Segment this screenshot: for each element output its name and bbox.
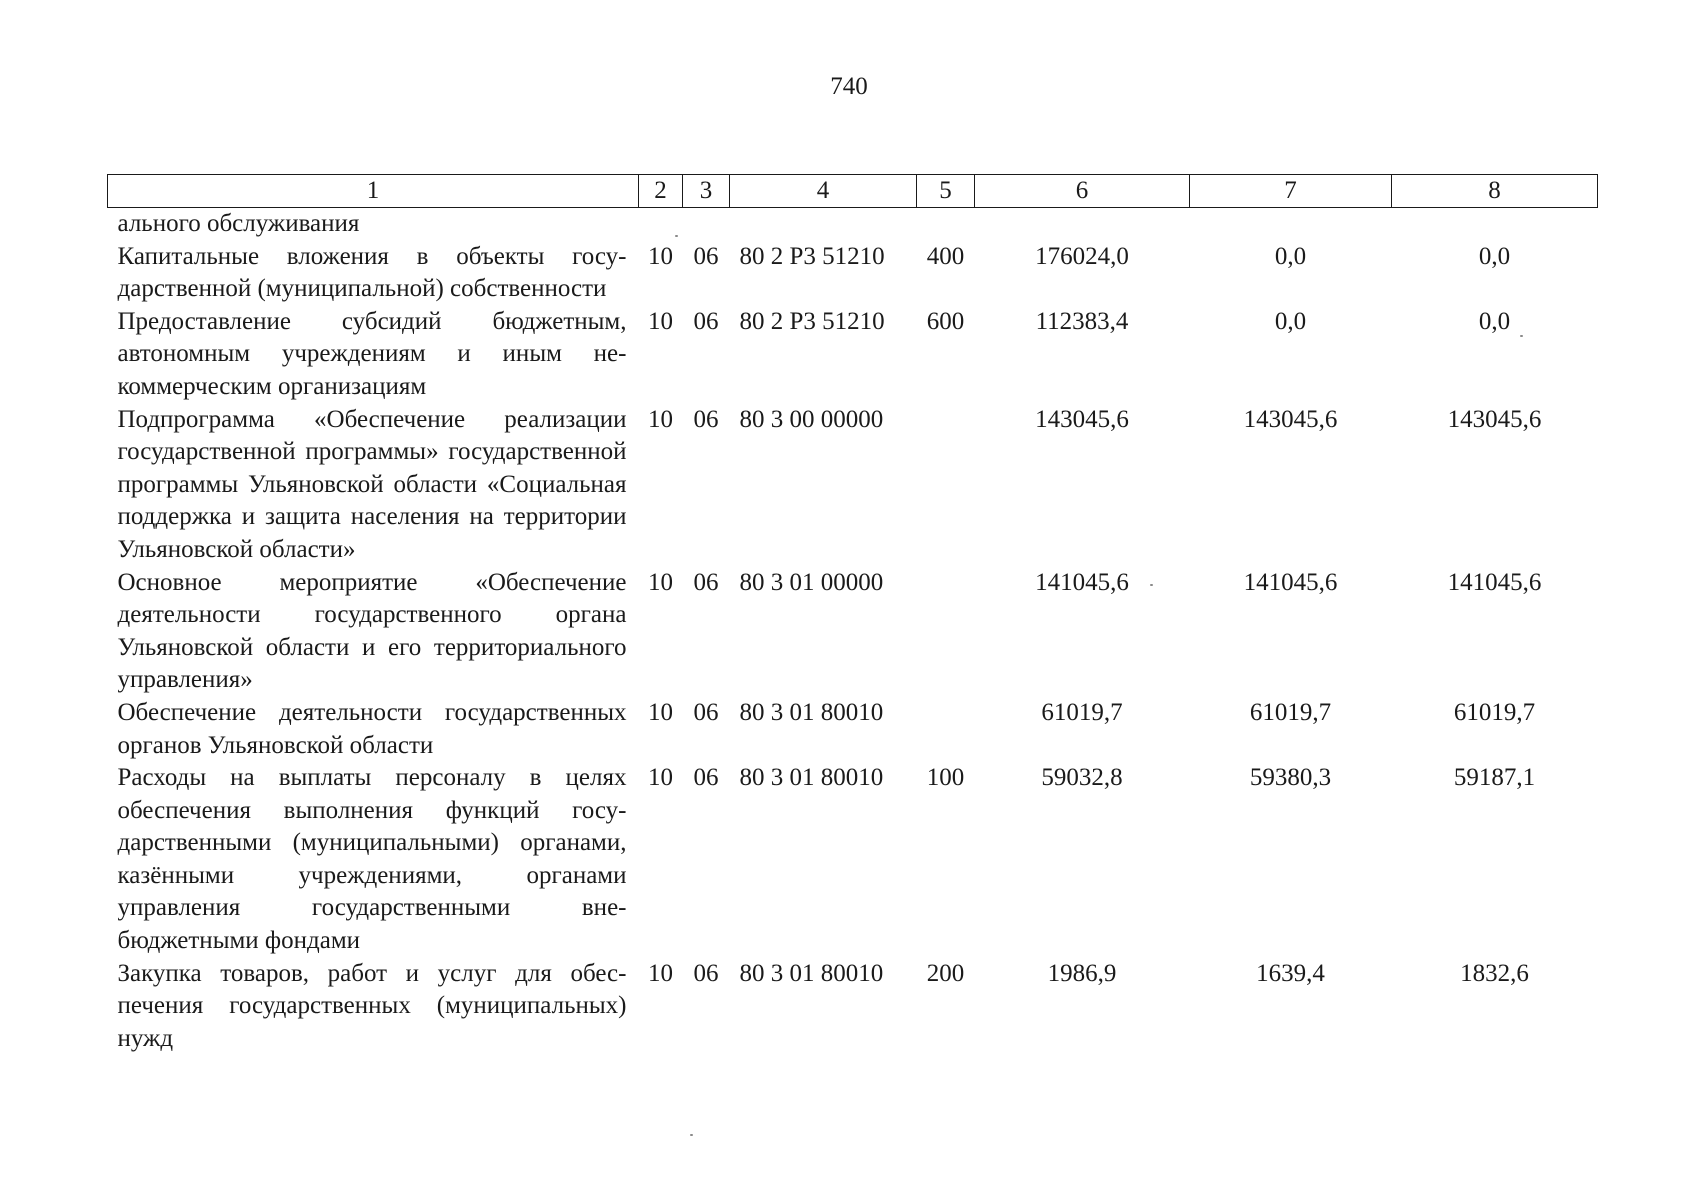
row-section: 10 xyxy=(648,764,673,792)
row-target-code: 80 3 01 80010 xyxy=(739,764,884,792)
row-expense-type xyxy=(917,697,975,762)
row-amount-col7: 0,0 xyxy=(1274,242,1307,270)
table-row xyxy=(108,958,1598,1056)
row-description: Капитальные вложения в объекты государственной (муниципальной) собственности xyxy=(117,242,627,303)
row-amount-col6: 143045,6 xyxy=(1035,405,1129,433)
table-header xyxy=(108,175,1598,208)
row-amount-col6: 61019,7 xyxy=(1041,698,1123,726)
header-col-8: 8 xyxy=(1392,175,1598,208)
row-section: 10 xyxy=(648,307,673,335)
table-row xyxy=(108,404,1598,567)
row-expense-type xyxy=(917,404,975,567)
header-col-5: 5 xyxy=(917,175,975,208)
row-target-code: 80 3 00 00000 xyxy=(739,405,884,433)
row-subsection: 06 xyxy=(693,568,719,596)
row-amount-col7: 1639,4 xyxy=(1256,959,1325,987)
row-amount-col7: 61019,7 xyxy=(1249,698,1332,726)
row-amount-col6: 112383,4 xyxy=(1035,307,1129,335)
row-amount-col6: 176024,0 xyxy=(1035,242,1129,270)
row-section: 10 xyxy=(648,698,673,726)
row-expense-type: 600 xyxy=(926,307,965,335)
row-subsection: 06 xyxy=(693,242,719,270)
row-target-code: 80 2 P3 51210 xyxy=(739,242,885,270)
row-amount-col6: 141045,6 xyxy=(1035,568,1129,596)
row-amount-col8: 61019,7 xyxy=(1453,698,1536,726)
row-target-code: 80 2 P3 51210 xyxy=(739,307,885,335)
table-row xyxy=(108,241,1598,306)
row-description: Закупка товаров, работ и услуг для обеспечения государственных (муниципальных) нужд xyxy=(117,959,627,1052)
scan-speck xyxy=(690,1134,693,1136)
row-target-code: 80 3 01 00000 xyxy=(739,568,884,596)
header-col-1: 1 xyxy=(108,175,639,208)
row-amount-col8: 143045,6 xyxy=(1447,405,1542,433)
table-row xyxy=(108,762,1598,958)
page-number: 740 xyxy=(830,73,868,100)
row-expense-type: 400 xyxy=(926,242,965,270)
row-expense-type xyxy=(917,567,975,697)
header-col-7: 7 xyxy=(1190,175,1392,208)
table-row xyxy=(108,567,1598,697)
row-amount-col7: 0,0 xyxy=(1274,307,1307,335)
row-amount-col7 xyxy=(1190,208,1392,241)
row-amount-col8: 141045,6 xyxy=(1447,568,1542,596)
header-col-2: 2 xyxy=(639,175,683,208)
row-target-code xyxy=(730,208,917,241)
scan-speck xyxy=(1150,584,1153,586)
table-row xyxy=(108,208,1598,241)
row-description: Основное мероприятие «Обеспечение деятельности государственного органа Ульяновской области и его территориального управления» xyxy=(117,568,627,694)
row-amount-col6 xyxy=(975,208,1190,241)
row-description: Предоставление субсидий бюджетным, автономным учреждениям и иным некоммерческим организациям xyxy=(117,307,627,400)
row-expense-type: 100 xyxy=(926,764,965,792)
header-col-4: 4 xyxy=(730,175,917,208)
budget-table xyxy=(107,174,1598,1055)
table-row xyxy=(108,306,1598,404)
row-subsection: 06 xyxy=(693,764,719,792)
row-amount-col8: 0,0 xyxy=(1478,242,1511,270)
row-expense-type xyxy=(917,208,975,241)
row-subsection: 06 xyxy=(693,405,719,433)
row-amount-col8 xyxy=(1392,208,1598,241)
row-amount-col6: 59032,8 xyxy=(1041,764,1123,792)
row-section: 10 xyxy=(648,242,673,270)
row-expense-type: 200 xyxy=(926,959,965,987)
row-subsection: 06 xyxy=(693,698,719,726)
scan-speck xyxy=(1520,335,1523,337)
row-section: 10 xyxy=(648,568,673,596)
row-description: Расходы на выплаты персоналу в целях обеспечения выполнения функций государственными (муниципальными) органами, казёнными учреждениями, органами управления государственными внебюджетными фондами xyxy=(117,764,627,955)
row-subsection: 06 xyxy=(693,307,719,335)
row-description: Подпрограмма «Обеспечение реализации государственной программы» государственной программы Ульяновской области «Социальная поддержка и защита населения на территории Ульяновской области» xyxy=(117,405,627,563)
row-target-code: 80 3 01 80010 xyxy=(739,959,884,987)
header-col-3: 3 xyxy=(683,175,730,208)
header-row xyxy=(108,175,1598,208)
row-amount-col8: 59187,1 xyxy=(1453,764,1536,792)
row-section: 10 xyxy=(648,405,673,433)
row-amount-col7: 141045,6 xyxy=(1243,568,1338,596)
header-col-6: 6 xyxy=(975,175,1190,208)
table-body xyxy=(108,208,1598,1056)
row-description: ального обслуживания xyxy=(117,210,360,237)
row-description: Обеспечение деятельности государственных органов Ульяновской области xyxy=(117,698,627,759)
budget-table-container xyxy=(107,174,1597,1055)
scan-speck xyxy=(675,235,678,237)
row-amount-col8: 0,0 xyxy=(1478,307,1511,335)
table-row xyxy=(108,697,1598,762)
row-section: 10 xyxy=(648,959,673,987)
row-amount-col6: 1986,9 xyxy=(1047,959,1117,987)
row-amount-col7: 59380,3 xyxy=(1249,764,1332,792)
row-amount-col8: 1832,6 xyxy=(1460,959,1529,987)
row-subsection: 06 xyxy=(693,959,719,987)
row-subsection xyxy=(683,208,730,241)
row-amount-col7: 143045,6 xyxy=(1243,405,1338,433)
row-target-code: 80 3 01 80010 xyxy=(739,698,884,726)
